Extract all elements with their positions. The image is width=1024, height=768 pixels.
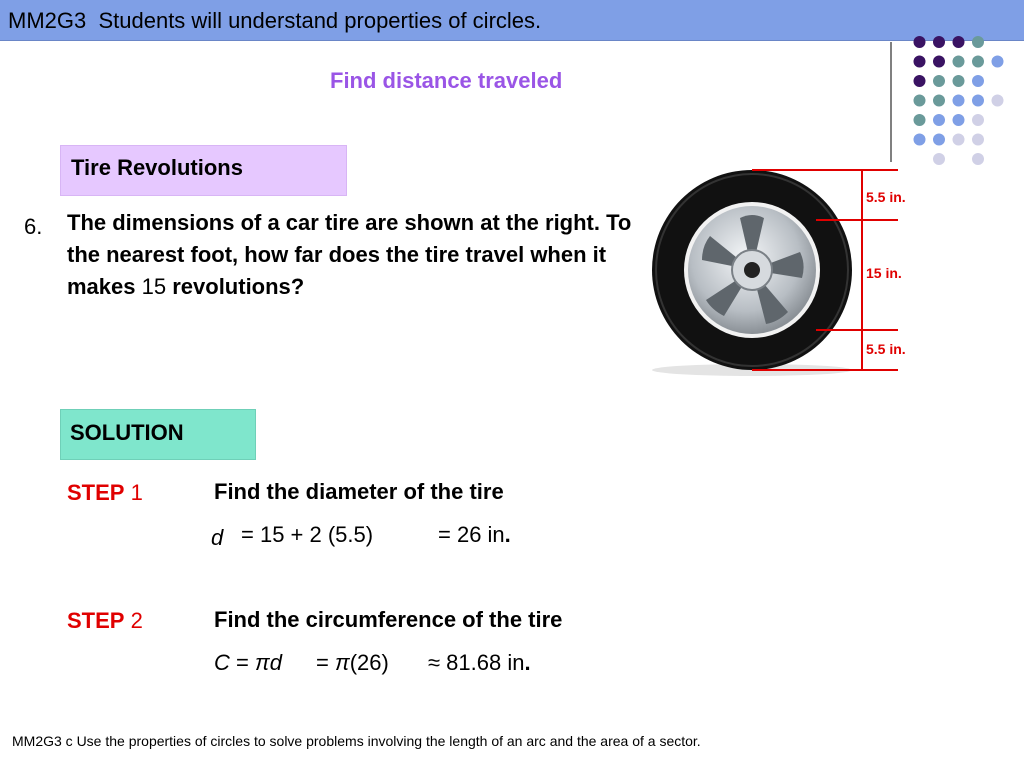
decor-dot bbox=[933, 75, 945, 87]
decor-dot bbox=[953, 75, 965, 87]
problem-number: 6. bbox=[24, 214, 43, 239]
solution-label: SOLUTION bbox=[70, 420, 184, 445]
car-tire-diagram bbox=[640, 160, 940, 380]
step-2-title: Find the circumference of the tire bbox=[214, 607, 563, 632]
step-1-label bbox=[67, 480, 143, 506]
step-2-label bbox=[67, 608, 143, 634]
problem-revolutions: 15 bbox=[141, 274, 167, 299]
decor-dot bbox=[933, 134, 945, 146]
decor-dot bbox=[953, 114, 965, 126]
step-1-word: STEP bbox=[67, 480, 125, 505]
problem-text-after: revolutions? bbox=[166, 274, 305, 299]
dim-label-top: 5.5 in. bbox=[866, 189, 906, 205]
decor-dot bbox=[972, 134, 984, 146]
problem-text-before: The dimensions of a car tire are shown at the right. To the nearest foot, how far does the tire travel when it makes bbox=[67, 210, 632, 299]
decor-dot bbox=[933, 114, 945, 126]
decor-dot bbox=[914, 75, 926, 87]
step-2-number: 2 bbox=[130, 608, 143, 633]
step-1-lhs: d bbox=[211, 525, 224, 550]
header-bar bbox=[0, 0, 1024, 41]
decor-dot bbox=[992, 95, 1004, 107]
step-1-number: 1 bbox=[130, 480, 143, 505]
footer-standard: MM2G3 c Use the properties of circles to solve problems involving the length of an arc and the area of a sector. bbox=[12, 733, 701, 749]
decor-dot bbox=[992, 56, 1004, 68]
decor-dot bbox=[972, 75, 984, 87]
decor-dot bbox=[972, 56, 984, 68]
slide-subtitle: Find distance traveled bbox=[330, 68, 563, 93]
step-1-expr1: = 15 + 2 (5.5) bbox=[241, 522, 374, 547]
decor-dot bbox=[972, 114, 984, 126]
header-title: MM2G3 Students will understand properties of circles. bbox=[8, 8, 542, 33]
decor-dot bbox=[914, 114, 926, 126]
step-2-word: STEP bbox=[67, 608, 125, 633]
decor-dot bbox=[914, 95, 926, 107]
decor-dot bbox=[933, 95, 945, 107]
problem-text bbox=[67, 207, 642, 303]
step-1-expr2: = 26 in. bbox=[438, 522, 511, 547]
step-2-lhs: C = πd bbox=[214, 650, 282, 675]
decor-dot bbox=[914, 134, 926, 146]
dim-label-bottom: 5.5 in. bbox=[866, 341, 906, 357]
dim-label-middle: 15 in. bbox=[866, 265, 902, 281]
decor-dot bbox=[953, 56, 965, 68]
decor-dot bbox=[953, 95, 965, 107]
step-1-title: Find the diameter of the tire bbox=[214, 479, 504, 504]
step-2-expr: = π(26) bbox=[316, 650, 389, 675]
section-label-box bbox=[60, 145, 347, 196]
section-label: Tire Revolutions bbox=[71, 155, 243, 180]
decor-dot bbox=[933, 56, 945, 68]
solution-label-box bbox=[60, 409, 256, 460]
decor-dot bbox=[972, 153, 984, 165]
step-2-approx: ≈ 81.68 in. bbox=[428, 650, 531, 675]
decor-dot bbox=[953, 134, 965, 146]
decor-dot bbox=[914, 56, 926, 68]
decor-dot bbox=[972, 95, 984, 107]
